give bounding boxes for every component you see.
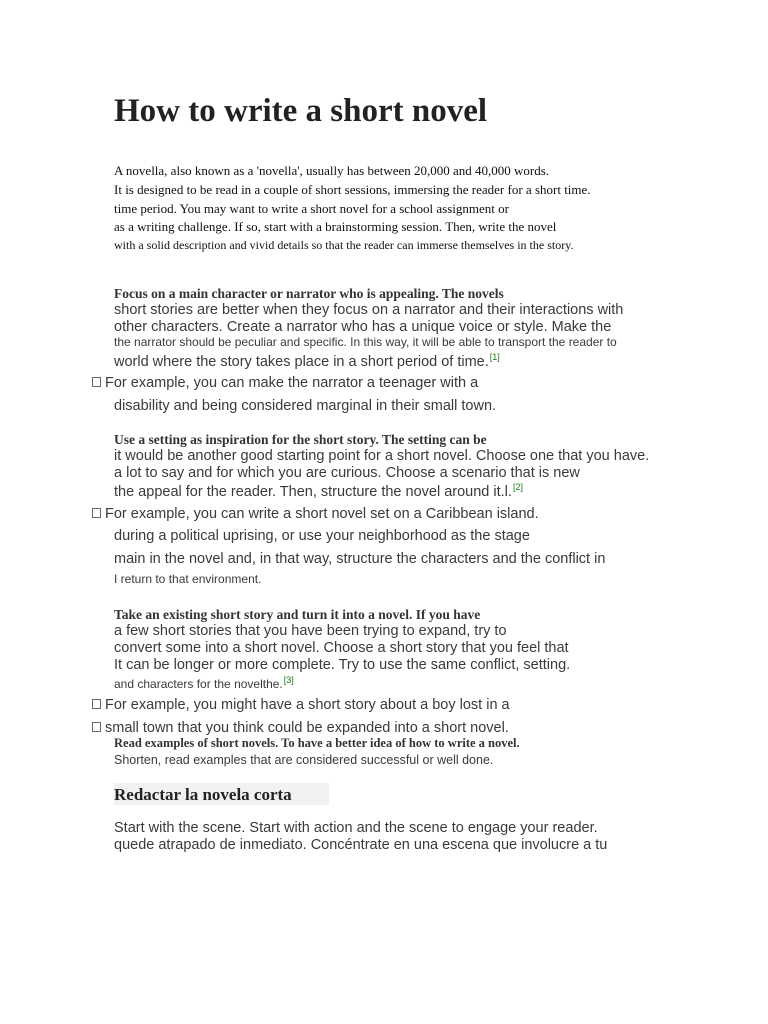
intro-line: as a writing challenge. If so, start with a brainstorming session. Then, write the novel — [114, 219, 557, 234]
bullet-continuation: during a political uprising, or use your neighborhood as the stage — [114, 528, 530, 544]
step3-line-text: and characters for the novelthe. — [114, 677, 283, 691]
step1-line: other characters. Create a narrator who has a unique voice or style. Make the — [114, 319, 612, 335]
step2-heading: Use a setting as inspiration for the short story. The setting can be — [114, 432, 487, 447]
intro-line: time period. You may want to write a short novel for a school assignment or — [114, 201, 509, 216]
section-line: Start with the scene. Start with action and the scene to engage your reader. — [114, 820, 598, 836]
step3-line: convert some into a short novel. Choose a short story that you feel that — [114, 640, 569, 656]
bullet-glyph-icon — [92, 699, 101, 709]
reference-link[interactable]: [1] — [489, 352, 500, 362]
step3-heading: Take an existing short story and turn it into a novel. If you have — [114, 607, 481, 622]
step4-heading: Read examples of short novels. To have a better idea of how to write a novel. — [114, 736, 520, 750]
step3-line — [114, 675, 294, 691]
bullet-continuation: disability and being considered marginal in their small town. — [114, 398, 497, 414]
step1-heading: Focus on a main character or narrator who is appealing. The novels — [114, 286, 504, 301]
bullet-item — [92, 375, 478, 391]
step2-line-text: the appeal for the reader. Then, structure the novel around it.l. — [114, 483, 512, 500]
step4-line: Shorten, read examples that are considered successful or well done. — [114, 753, 494, 767]
reference-link[interactable]: [2] — [512, 482, 523, 492]
bullet-item — [92, 720, 509, 736]
section-line: quede atrapado de inmediato. Concéntrate en una escena que involucre a tu — [114, 837, 608, 853]
step3-line: It can be longer or more complete. Try to use the same conflict, setting. — [114, 657, 571, 673]
section-heading: Redactar la novela corta — [114, 785, 292, 804]
bullet-text: For example, you might have a short story about a boy lost in a — [105, 697, 510, 713]
bullet-item — [92, 697, 510, 713]
bullet-text: For example, you can write a short novel set on a Caribbean island. — [105, 506, 539, 522]
reference-link[interactable]: [3] — [283, 675, 294, 685]
intro-line: with a solid description and vivid details so that the reader can immerse themselves in the story. — [114, 238, 574, 252]
bullet-text: For example, you can make the narrator a teenager with a — [105, 375, 479, 391]
bullet-continuation: main in the novel and, in that way, structure the characters and the conflict in — [114, 551, 606, 567]
bullet-glyph-icon — [92, 722, 101, 732]
step1-line: the narrator should be peculiar and specific. In this way, it will be able to transport the reader to — [114, 335, 617, 349]
intro-line: A novella, also known as a 'novella', usually has between 20,000 and 40,000 words. — [114, 163, 550, 178]
step1-line: short stories are better when they focus on a narrator and their interactions with — [114, 302, 624, 318]
bullet-text: small town that you think could be expanded into a short novel. — [105, 720, 509, 736]
bullet-item — [92, 506, 539, 522]
bullet-glyph-icon — [92, 377, 101, 387]
bullet-glyph-icon — [92, 508, 101, 518]
step1-line-text: world where the story takes place in a short period of time. — [114, 353, 489, 370]
bullet-continuation: I return to that environment. — [114, 572, 262, 586]
step2-line: it would be another good starting point for a short novel. Choose one that you have. — [114, 448, 650, 464]
step2-line — [114, 482, 523, 500]
step1-line — [114, 352, 500, 370]
intro-line: It is designed to be read in a couple of short sessions, immersing the reader for a short time. — [114, 182, 591, 197]
step3-line: a few short stories that you have been trying to expand, try to — [114, 623, 507, 639]
step2-line: a lot to say and for which you are curious. Choose a scenario that is new — [114, 465, 580, 481]
page-title: How to write a short novel — [114, 93, 488, 129]
